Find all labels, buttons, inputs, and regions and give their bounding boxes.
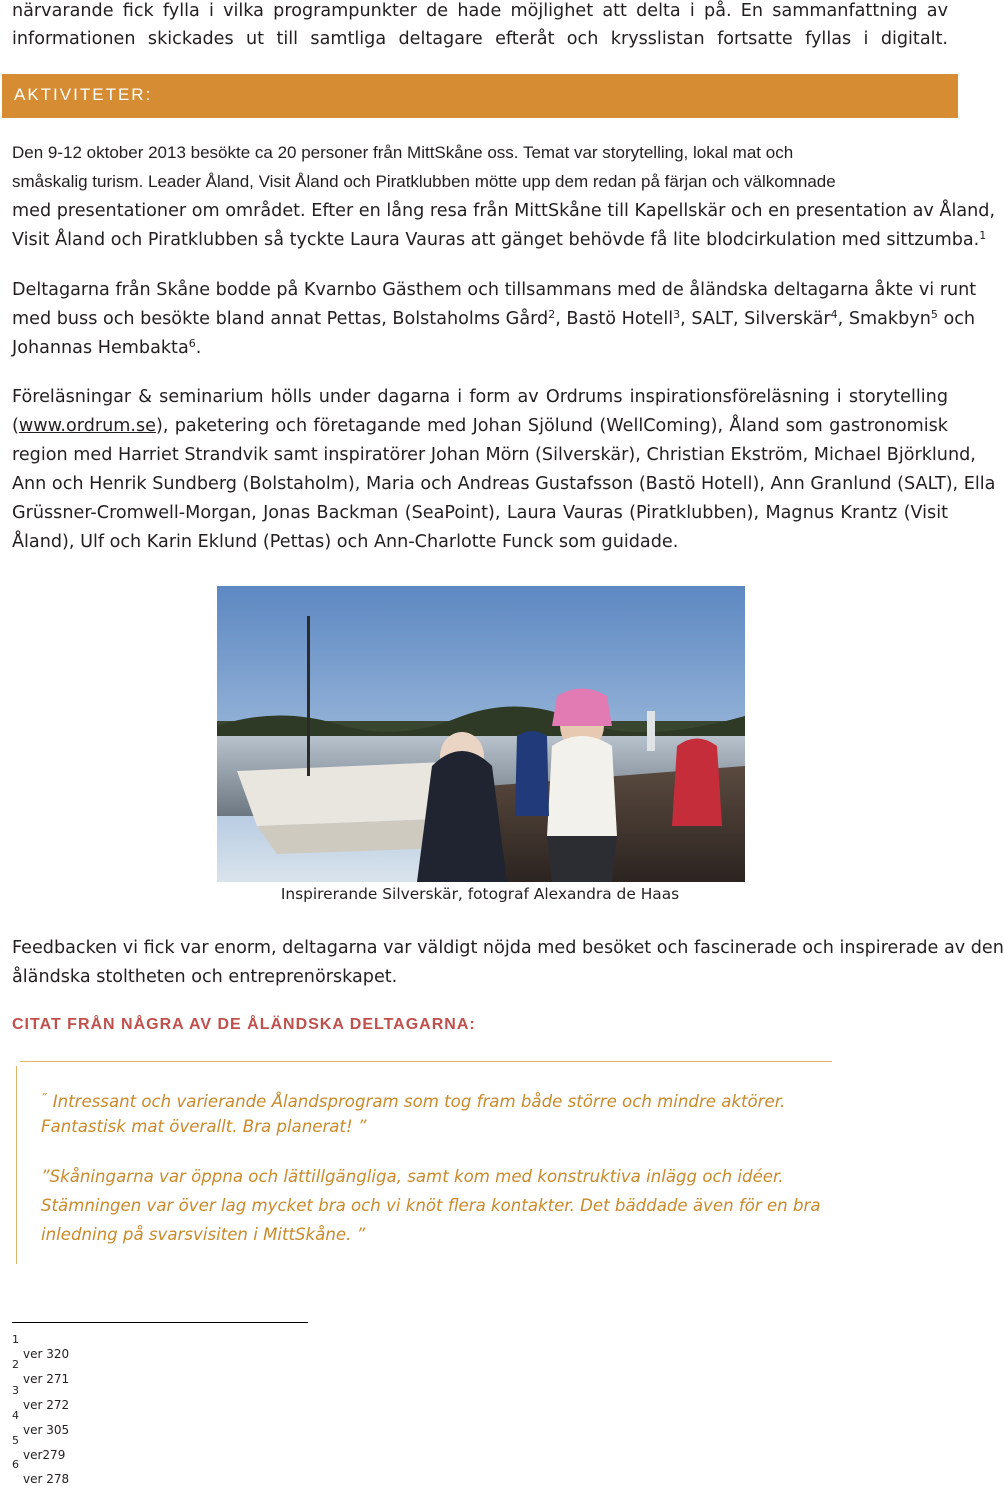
quote-box-left-border xyxy=(16,1066,17,1264)
para3-line-6: Åland), Ulf och Karin Eklund (Pettas) och Ann-Charlotte Funck som guidade. xyxy=(12,532,679,552)
ordrum-link[interactable]: www.ordrum.se xyxy=(18,416,156,436)
para1-line-3: med presentationer om området. Efter en lång resa från MittSkåne till Kapellskär och en presentation av Åland, xyxy=(12,201,996,221)
photo-caption: Inspirerande Silverskär, fotograf Alexandra de Haas xyxy=(280,885,680,903)
footnote-ref-4[interactable]: 4 xyxy=(830,308,838,321)
para2-line-1: Deltagarna från Skåne bodde på Kvarnbo Gästhem och tillsammans med de åländska deltagarna åkte vi runt xyxy=(12,280,977,300)
footnote-1: 1 ver 320 xyxy=(12,1333,70,1361)
footnote-4: 4 ver 305 xyxy=(12,1409,70,1437)
footnote-ref-1[interactable]: 1 xyxy=(979,229,987,242)
photo-silverskar xyxy=(217,586,745,882)
footnote-ref-5[interactable]: 5 xyxy=(930,308,938,321)
photo-illustration xyxy=(217,586,745,882)
intro-line-2: informationen skickades ut till samtliga deltagare efteråt och krysslistan fortsatte fyllas i digitalt. xyxy=(12,29,948,49)
quote-2-line-1: ”Skåningarna var öppna och lättillgängliga, samt kom med konstruktiva inlägg och idéer. xyxy=(41,1167,784,1186)
footnote-ref-2[interactable]: 2 xyxy=(548,308,556,321)
feedback-line-1: Feedbacken vi fick var enorm, deltagarna var väldigt nöjda med besöket och fascinerade och inspirerade av den xyxy=(12,938,1004,958)
intro-line-1: närvarande fick fylla i vilka programpunkter de hade möjlighet att delta i på. En sammanfattning av xyxy=(12,1,948,21)
footnote-6: 6 ver 278 xyxy=(12,1458,70,1486)
footnote-5: 5 ver279 xyxy=(12,1434,66,1462)
section-banner-aktiviteter xyxy=(2,74,958,118)
quote-1-line-2: Fantastisk mat överallt. Bra planerat! ” xyxy=(41,1117,367,1136)
footnote-separator xyxy=(12,1322,308,1323)
quote-2-line-2: Stämningen var över lag mycket bra och vi knöt flera kontakter. Det bäddade även för en bra xyxy=(41,1196,821,1215)
footnote-3: 3 ver 272 xyxy=(12,1384,70,1412)
para2-line-2: med buss och besökte bland annat Pettas, Bolstaholms Gård$^2$, Bastö Hotell$^3$, SALT, Silverskär$^4$, Smakbyn$^5$ och xyxy=(12,308,976,329)
footnote-2: 2 ver 271 xyxy=(12,1358,70,1386)
para1-line-2: småskalig turism. Leader Åland, Visit Åland och Piratklubben mötte upp dem redan på färjan och välkomnade xyxy=(12,172,836,191)
para1-line-4: Visit Åland och Piratklubben så tyckte Laura Vauras att gänget behövde få lite blodcirkulation med sittzumba.$^1$ xyxy=(12,229,987,250)
para2-line-3: Johannas Hembakta$^6$. xyxy=(12,337,202,358)
feedback-line-2: åländska stoltheten och entreprenörskapet. xyxy=(12,967,398,987)
para3-line-3: region med Harriet Strandvik samt inspiratörer Johan Mörn (Silverskär), Christian Ekström, Michael Björklund, xyxy=(12,445,976,465)
para3-line-5: Grüssner-Cromwell-Morgan, Jonas Backman (SeaPoint), Laura Vauras (Piratklubben), Magnus Krantz (Visit xyxy=(12,503,948,523)
quotes-heading: CITAT FRÅN NÅGRA AV DE ÅLÄNDSKA DELTAGARNA: xyxy=(12,1016,476,1033)
quote-1-line-1: ” Intressant och varierande Ålandsprogram som tog fram både större och mindre aktörer. xyxy=(41,1091,786,1111)
para3-line-4: Ann och Henrik Sundberg (Bolstaholm), Maria och Andreas Gustafsson (Bastö Hotell), Ann Granlund (SALT), Ella xyxy=(12,474,996,494)
para1-line-1: Den 9-12 oktober 2013 besökte ca 20 personer från MittSkåne oss. Temat var storytelling, lokal mat och xyxy=(12,143,794,162)
footnote-ref-6[interactable]: 6 xyxy=(188,337,196,350)
para3-line-1: Föreläsningar & seminarium hölls under dagarna i form av Ordrums inspirationsföreläsning i storytelling xyxy=(12,387,948,407)
para3-line-2: (www.ordrum.se), paketering och företagande med Johan Sjölund (WellComing), Åland som gastronomisk xyxy=(12,416,948,436)
banner-title: AKTIVITETER: xyxy=(14,85,153,104)
quote-box-top-border xyxy=(20,1061,832,1062)
quote-2-line-3: inledning på svarsvisiten i MittSkåne. ” xyxy=(41,1225,366,1244)
footnote-ref-3[interactable]: 3 xyxy=(673,308,681,321)
